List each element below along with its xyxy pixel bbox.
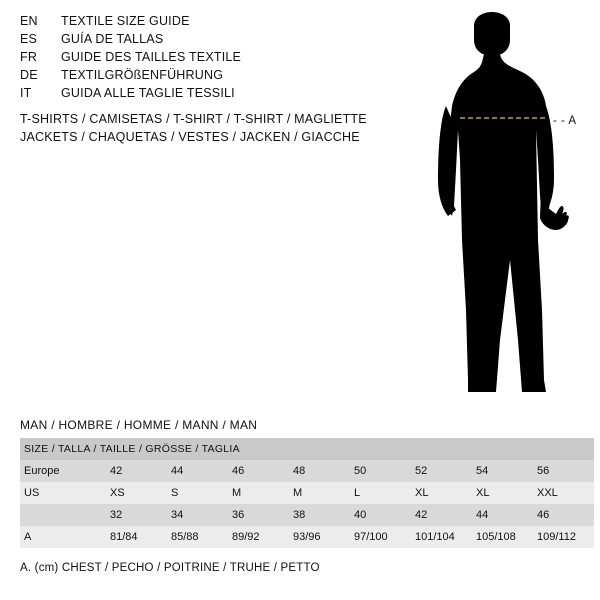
table-cell: 36 (228, 504, 289, 526)
table-cell: XL (411, 482, 472, 504)
row-label: US (20, 482, 106, 504)
table-cell: 46 (533, 504, 594, 526)
category-line-jackets: JACKETS / CHAQUETAS / VESTES / JACKEN / GIACCHE (20, 130, 360, 144)
language-code: FR (20, 50, 38, 64)
measure-label-a: - - A (553, 115, 577, 127)
table-cell: XL (472, 482, 533, 504)
table-cell: 44 (167, 460, 228, 482)
language-code: IT (20, 86, 32, 100)
language-text: TEXTILE SIZE GUIDE (61, 14, 190, 28)
table-cell: 97/100 (350, 526, 411, 548)
language-text: TEXTILGRÖßENFÜHRUNG (61, 68, 224, 82)
table-cell: 54 (472, 460, 533, 482)
table-cell: 56 (533, 460, 594, 482)
table-cell: 42 (411, 504, 472, 526)
language-row (20, 86, 420, 104)
table-cell: 85/88 (167, 526, 228, 548)
table-cell: 52 (411, 460, 472, 482)
language-row (20, 68, 420, 86)
table-row (20, 504, 594, 526)
language-text: GUÍA DE TALLAS (61, 32, 164, 46)
table-row (20, 526, 594, 548)
table-cell: 109/112 (533, 526, 594, 548)
table-cell: S (167, 482, 228, 504)
table-row (20, 460, 594, 482)
table-header-row (20, 438, 594, 460)
table-row (20, 482, 594, 504)
table-footnote: A. (cm) CHEST / PECHO / POITRINE / TRUHE / PETTO (20, 562, 320, 574)
size-table-section (20, 418, 580, 574)
table-cell: 89/92 (228, 526, 289, 548)
language-row (20, 32, 420, 50)
table-cell: 105/108 (472, 526, 533, 548)
table-cell: 32 (106, 504, 167, 526)
table-header-label: SIZE / TALLA / TAILLE / GRÖSSE / TAGLIA (20, 438, 594, 460)
table-cell: 46 (228, 460, 289, 482)
table-cell: 48 (289, 460, 350, 482)
table-cell: M (228, 482, 289, 504)
table-cell: 50 (350, 460, 411, 482)
language-code: DE (20, 68, 38, 82)
language-list (20, 14, 420, 104)
male-silhouette-figure (400, 10, 600, 410)
category-line-tshirts: T-SHIRTS / CAMISETAS / T-SHIRT / T-SHIRT / MAGLIETTE (20, 112, 367, 126)
table-cell: L (350, 482, 411, 504)
size-table (20, 438, 594, 548)
language-row (20, 50, 420, 68)
table-cell: 42 (106, 460, 167, 482)
row-label: A (20, 526, 106, 548)
table-cell: XXL (533, 482, 594, 504)
table-cell: M (289, 482, 350, 504)
silhouette-svg (400, 10, 600, 410)
category-list (20, 110, 440, 146)
table-cell: XS (106, 482, 167, 504)
row-label: Europe (20, 460, 106, 482)
language-row (20, 14, 420, 32)
language-code: ES (20, 32, 38, 46)
table-cell: 38 (289, 504, 350, 526)
table-cell: 40 (350, 504, 411, 526)
table-cell: 101/104 (411, 526, 472, 548)
table-title: MAN / HOMBRE / HOMME / MANN / MAN (20, 418, 258, 432)
table-cell: 81/84 (106, 526, 167, 548)
language-code: EN (20, 14, 38, 28)
table-cell: 34 (167, 504, 228, 526)
language-text: GUIDA ALLE TAGLIE TESSILI (61, 86, 235, 100)
language-text: GUIDE DES TAILLES TEXTILE (61, 50, 242, 64)
row-label (20, 504, 106, 526)
table-cell: 93/96 (289, 526, 350, 548)
table-cell: 44 (472, 504, 533, 526)
